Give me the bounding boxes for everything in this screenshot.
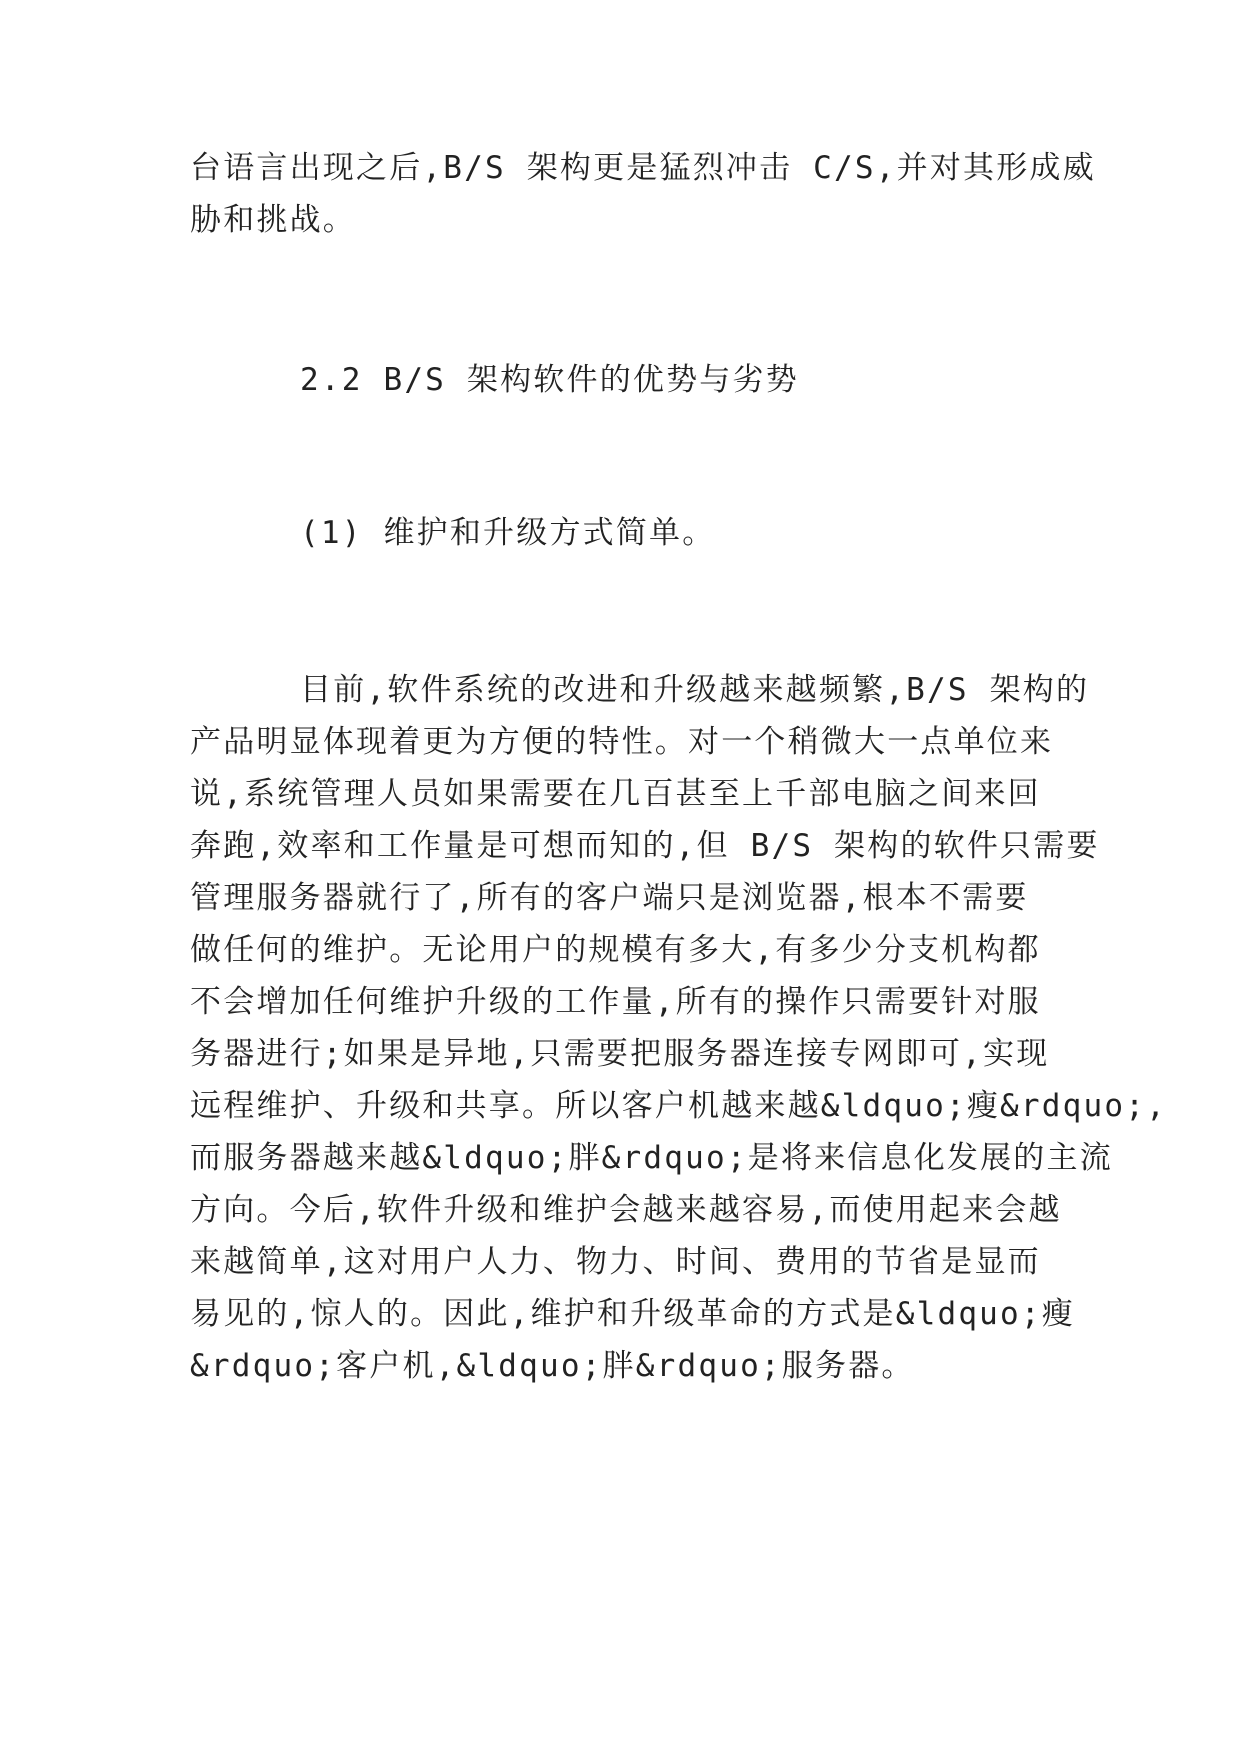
- body-line: 来越简单,这对用户人力、物力、时间、费用的节省是显而: [190, 1244, 1041, 1280]
- body-line: 管理服务器就行了,所有的客户端只是浏览器,根本不需要: [190, 880, 1029, 916]
- section-heading: 2.2 B/S 架构软件的优势与劣势: [300, 362, 799, 398]
- body-line: 说,系统管理人员如果需要在几百甚至上千部电脑之间来回: [190, 776, 1041, 812]
- body-line: 而服务器越来越&ldquo;胖&rdquo;是将来信息化发展的主流: [190, 1140, 1113, 1176]
- body-line: 方向。今后,软件升级和维护会越来越容易,而使用起来会越: [190, 1192, 1062, 1228]
- intro-line: 胁和挑战。: [190, 202, 356, 238]
- intro-line: 台语言出现之后,B/S 架构更是猛烈冲击 C/S,并对其形成威: [190, 150, 1096, 186]
- body-line: 做任何的维护。无论用户的规模有多大,有多少分支机构都: [190, 932, 1041, 968]
- body-line: 务器进行;如果是异地,只需要把服务器连接专网即可,实现: [190, 1036, 1050, 1072]
- body-line: 目前,软件系统的改进和升级越来越频繁,B/S 架构的: [300, 672, 1090, 708]
- body-line: 不会增加任何维护升级的工作量,所有的操作只需要针对服: [190, 984, 1041, 1020]
- body-line: 产品明显体现着更为方便的特性。对一个稍微大一点单位来: [190, 724, 1054, 760]
- body-line: &rdquo;客户机,&ldquo;胖&rdquo;服务器。: [190, 1348, 915, 1384]
- body-line: 远程维护、升级和共享。所以客户机越来越&ldquo;瘦&rdquo;,: [190, 1088, 1167, 1124]
- body-line: 奔跑,效率和工作量是可想而知的,但 B/S 架构的软件只需要: [190, 828, 1100, 864]
- subheading: (1) 维护和升级方式简单。: [300, 515, 716, 551]
- body-line: 易见的,惊人的。因此,维护和升级革命的方式是&ldquo;瘦: [190, 1296, 1075, 1332]
